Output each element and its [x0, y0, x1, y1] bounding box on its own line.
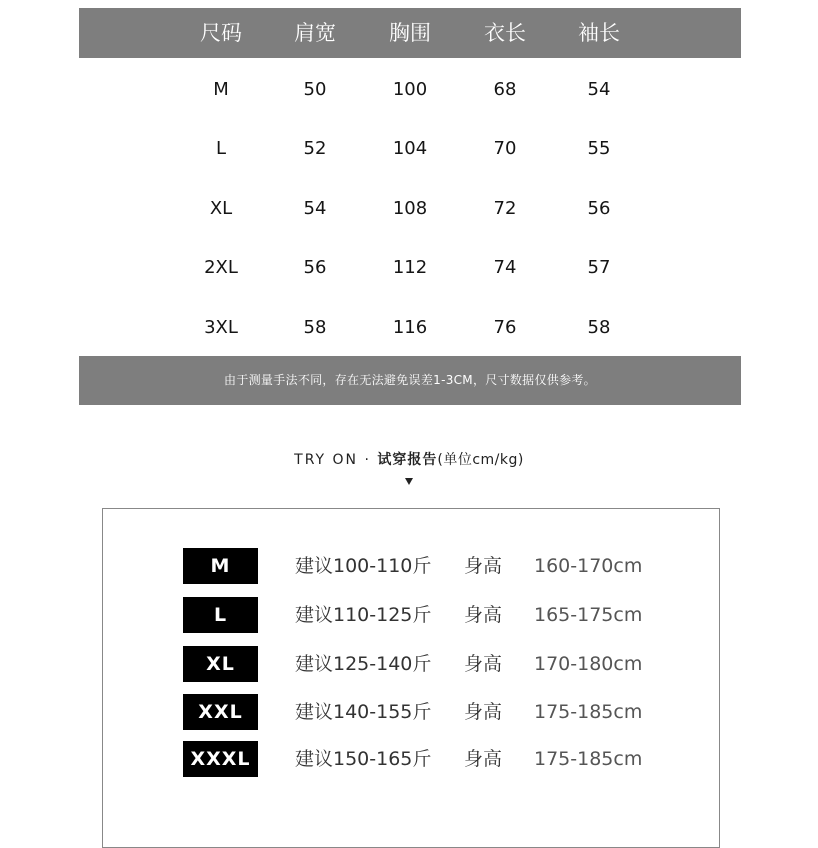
table-cell: 68 [493, 79, 517, 100]
table-cell: 52 [303, 138, 327, 160]
height-label: 身高 [464, 653, 503, 675]
height-range: 175-185cm [534, 701, 643, 723]
size-badge: XXXL [183, 741, 258, 777]
table-cell: 3XL [204, 316, 238, 338]
table-cell: 116 [392, 316, 428, 338]
size-badge: XXL [183, 694, 258, 730]
height-label: 身高 [464, 555, 503, 577]
height-range: 165-175cm [534, 604, 643, 626]
weight-range: 建议100-110斤 [295, 555, 432, 577]
table-cell: 55 [587, 138, 611, 160]
size-badge: XL [183, 646, 258, 682]
tryon-title-cn: 试穿报告 [377, 452, 438, 468]
table-row [79, 58, 741, 117]
list-item [183, 646, 683, 682]
size-badge: M [183, 548, 258, 584]
header-size: 尺码 [200, 21, 242, 45]
header-chest: 胸围 [389, 21, 431, 45]
table-cell: 112 [392, 257, 428, 279]
table-cell: 54 [303, 197, 327, 219]
measurement-note: 由于测量手法不同，存在无法避免误差1-3CM，尺寸数据仅供参考。 [79, 356, 741, 405]
table-cell: 70 [493, 138, 517, 160]
table-cell: 108 [392, 197, 428, 219]
down-arrow-icon [405, 478, 413, 485]
tryon-title-unit: (单位cm/kg) [437, 452, 524, 468]
table-row [79, 296, 741, 355]
height-range: 160-170cm [534, 555, 643, 577]
weight-range: 建议140-155斤 [295, 701, 432, 723]
height-label: 身高 [464, 604, 503, 626]
table-cell: 58 [587, 316, 611, 338]
size-table [79, 8, 741, 355]
list-item [183, 694, 683, 730]
table-cell: 56 [303, 257, 327, 279]
table-cell: 100 [392, 79, 428, 100]
table-cell: 2XL [204, 257, 238, 279]
table-cell: 104 [392, 138, 428, 160]
table-cell: 76 [493, 316, 517, 338]
list-item [183, 741, 683, 777]
header-shoulder: 肩宽 [294, 21, 336, 45]
list-item [183, 597, 683, 633]
table-cell: 57 [587, 257, 611, 279]
weight-range: 建议110-125斤 [295, 604, 432, 626]
tryon-title [0, 449, 818, 469]
height-range: 170-180cm [534, 653, 643, 675]
weight-range: 建议150-165斤 [295, 748, 432, 770]
height-label: 身高 [464, 748, 503, 770]
tryon-title-en: TRY ON · [294, 452, 378, 468]
table-cell: 72 [493, 197, 517, 219]
table-cell: 74 [493, 257, 517, 279]
table-cell: 54 [587, 79, 611, 100]
height-range: 175-185cm [534, 748, 643, 770]
table-cell: M [213, 79, 229, 100]
table-row [79, 117, 741, 176]
height-label: 身高 [464, 701, 503, 723]
table-cell: 56 [587, 197, 611, 219]
header-length: 衣长 [484, 21, 526, 45]
table-cell: XL [209, 197, 233, 219]
table-cell: L [215, 138, 227, 160]
table-cell: 58 [303, 316, 327, 338]
list-item [183, 548, 683, 584]
table-cell: 50 [303, 79, 327, 100]
header-sleeve: 袖长 [578, 21, 620, 45]
table-row [79, 177, 741, 236]
size-badge: L [183, 597, 258, 633]
size-table-header [79, 8, 741, 58]
weight-range: 建议125-140斤 [295, 653, 432, 675]
table-row [79, 236, 741, 295]
